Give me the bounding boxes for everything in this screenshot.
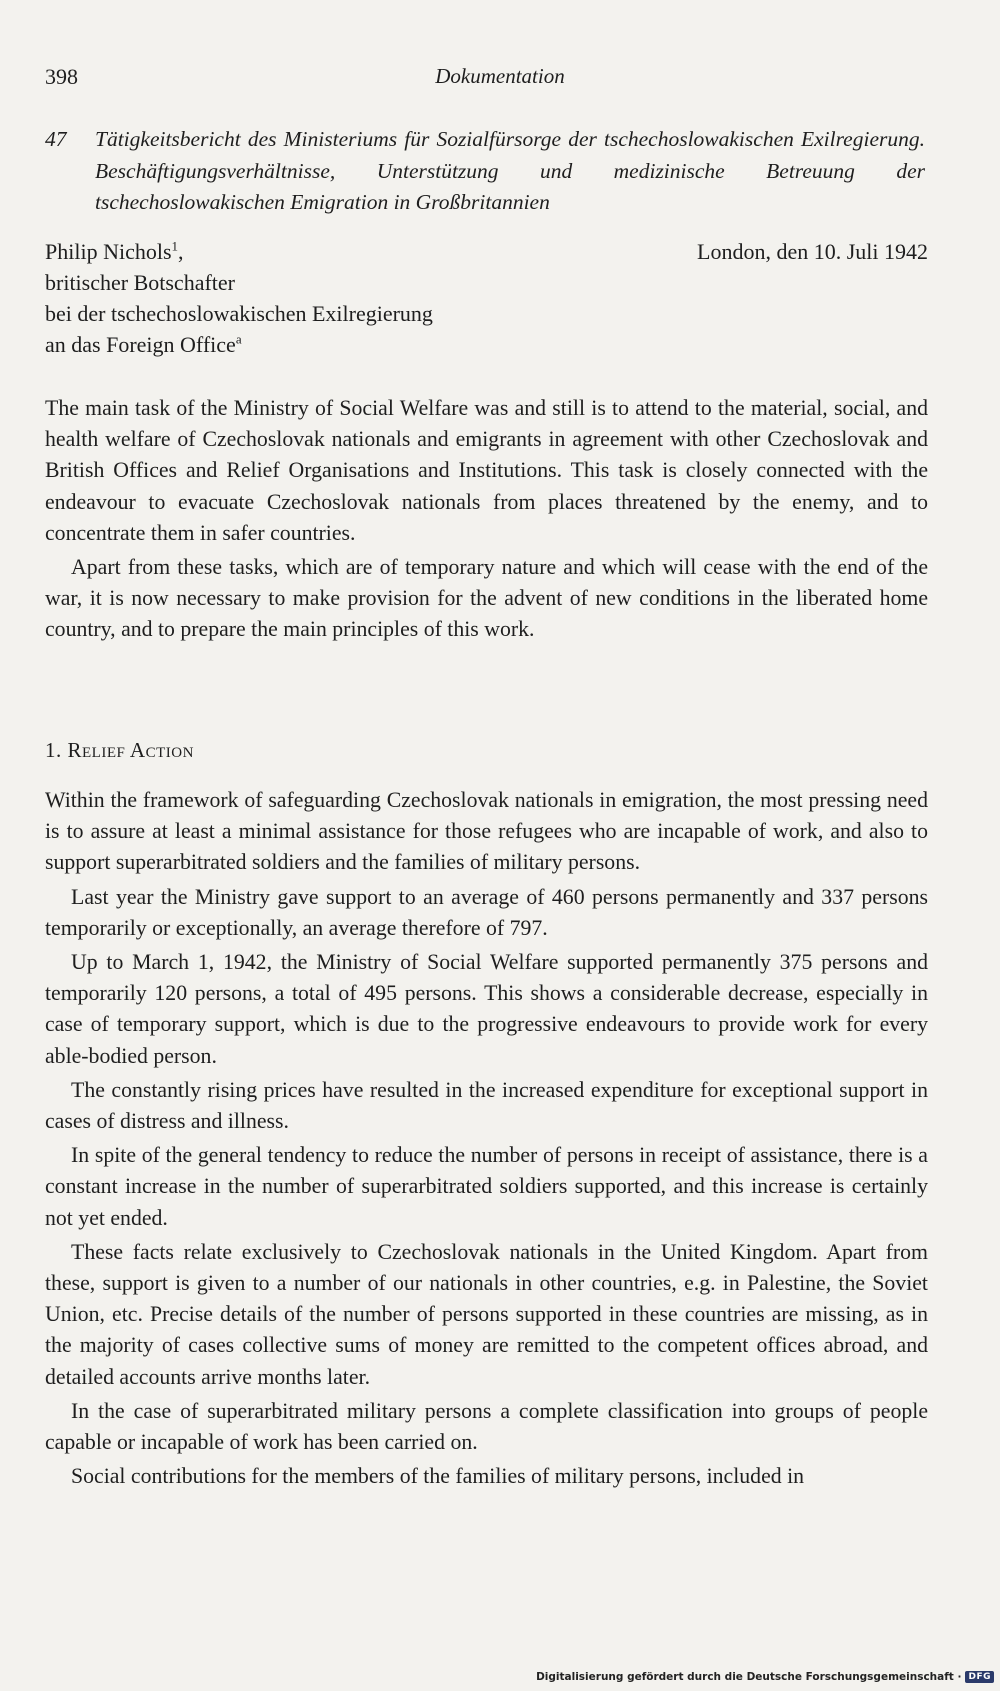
section-heading xyxy=(45,738,194,763)
footnote-ref-1: 1 xyxy=(171,238,179,254)
paragraph: These facts relate exclusively to Czechoslovak nationals in the United Kingdom. Apart from these, support is given to a number of our nationals in other countries, e.g. in Palestine, the Soviet Union, etc. Precise details of the number of persons supported in these countries are missing, as in the majority of cases collective sums of money are remitted to the competent offices abroad, and detailed accounts arrive months later. xyxy=(45,1239,928,1389)
footer-text: Digitalisierung gefördert durch die Deutsche Forschungsgemeinschaft · xyxy=(536,1671,962,1683)
paragraph: Social contributions for the members of the families of military persons, included in xyxy=(71,1464,805,1489)
dfg-logo: DFG xyxy=(965,1671,994,1683)
paragraph: Up to March 1, 1942, the Ministry of Social Welfare supported permanently 375 persons and temporarily 120 persons, a total of 495 persons. This shows a considerable decrease, especially in case of temporary support, which is due to the progressive endeavours to provide work for every able-bodied person. xyxy=(45,950,928,1068)
document-title: Tätigkeitsbericht des Ministeriums für Sozialfürsorge der tschechoslowakischen Exilregierung. Beschäftigungsverhältnisse, Unterstützung und medizinische Betreuung der tschechoslowakischen Emigration in Großbritannien xyxy=(95,127,925,214)
running-title: Dokumentation xyxy=(435,64,565,88)
paragraph: In the case of superarbitrated military persons a complete classification into groups of people capable or incapable of work has been carried on. xyxy=(45,1398,928,1455)
paragraph: The main task of the Ministry of Social Welfare was and still is to attend to the material, social, and health welfare of Czechoslovak nationals and emigrants in agreement with other Czechoslovak and British Offices and Relief Organisations and Institutions. This task is closely connected with the endeavour to evacuate Czechoslovak nationals from places threatened by the enemy, and to concentrate them in safer countries. xyxy=(45,396,928,545)
sender-title: britischer Botschafter xyxy=(45,270,235,295)
paragraph: Apart from these tasks, which are of temporary nature and which will cease with the end of the war, it is now necessary to make provision for the advent of new conditions in the liberated home country, and to prepare the main principles of this work. xyxy=(45,555,928,642)
document-heading xyxy=(45,124,925,219)
sender-comma: , xyxy=(178,239,184,264)
paragraph: In spite of the general tendency to reduce the number of persons in receipt of assistance, there is a constant increase in the number of superarbitrated soldiers supported, and this increase is certainly not yet ended. xyxy=(45,1143,928,1230)
digitization-footer xyxy=(536,1671,994,1683)
section-text xyxy=(45,785,928,1495)
intro-text xyxy=(45,393,928,649)
sender-affiliation: bei der tschechoslowakischen Exilregierung xyxy=(45,301,433,326)
page-number: 398 xyxy=(45,64,78,89)
paragraph: Last year the Ministry gave support to an average of 460 persons permanently and 337 persons temporarily or exceptionally, an average therefore of 797. xyxy=(45,884,928,940)
place-date: London, den 10. Juli 1942 xyxy=(697,239,928,264)
section-title: Relief Action xyxy=(67,738,194,762)
footnote-ref-a: a xyxy=(235,331,242,347)
sender-name: Philip Nichols xyxy=(45,239,172,264)
address-block xyxy=(45,236,433,360)
document-number: 47 xyxy=(45,127,67,151)
sender-line xyxy=(45,236,433,267)
paragraph: Within the framework of safeguarding Czechoslovak nationals in emigration, the most pressing need is to assure at least a minimal assistance for those refugees who are incapable of work, and also to support superarbitrated soldiers and the families of military persons. xyxy=(45,788,928,875)
recipient: an das Foreign Office xyxy=(45,332,236,357)
paragraph: The constantly rising prices have resulted in the increased expenditure for exceptional support in cases of distress and illness. xyxy=(45,1077,928,1134)
recipient-line xyxy=(45,329,433,360)
section-number: 1. xyxy=(45,738,62,762)
